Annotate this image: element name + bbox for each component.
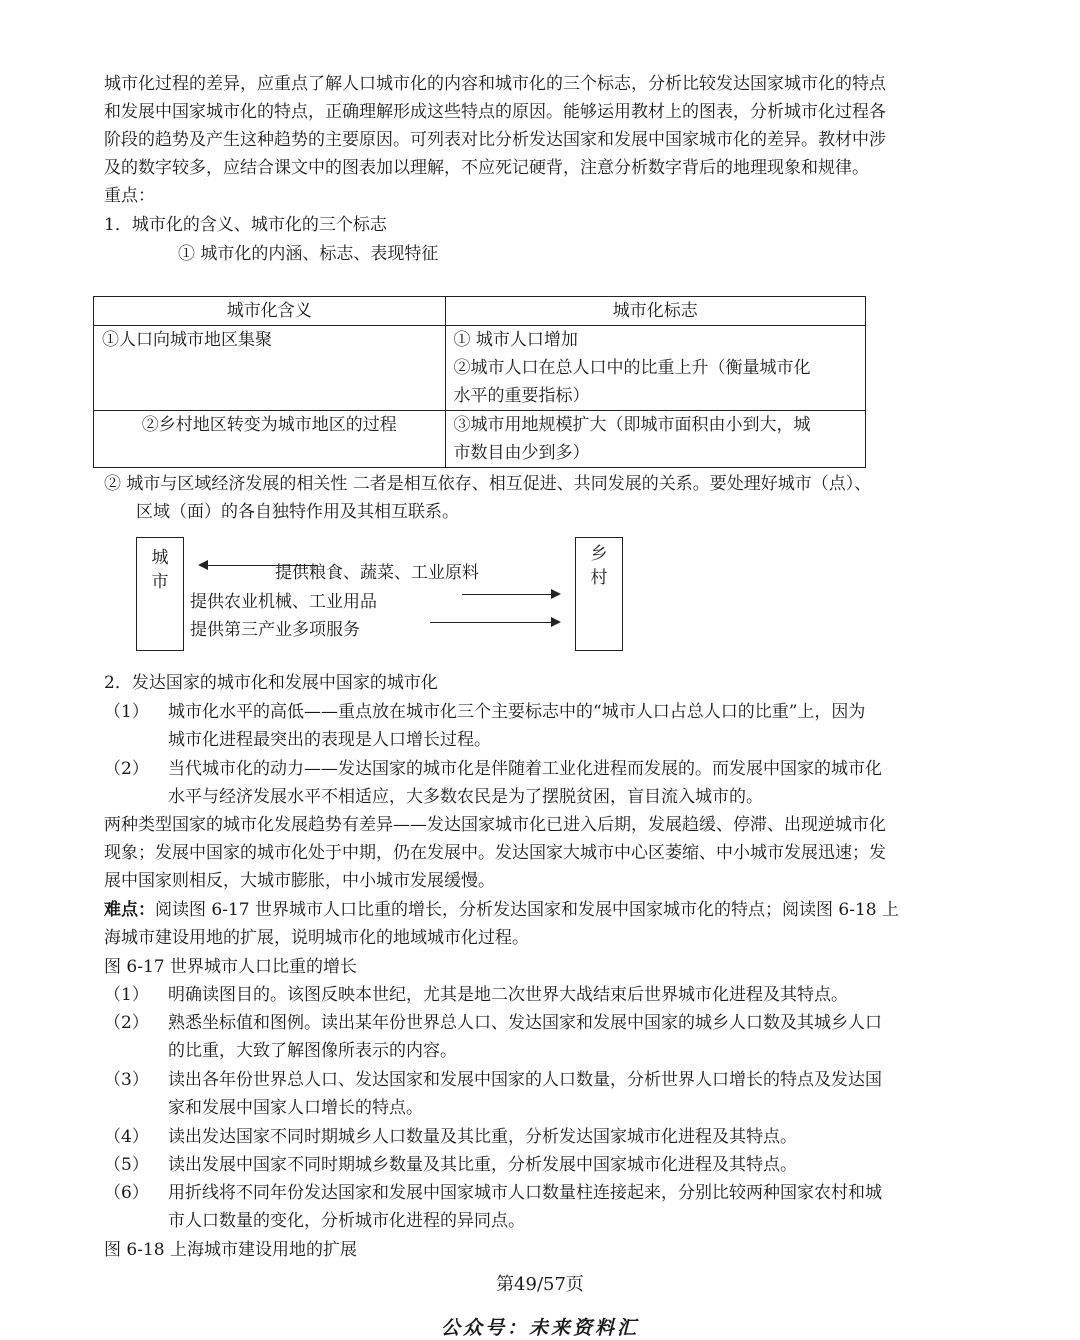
mark-line: ① 城市人口增加 bbox=[453, 330, 578, 350]
trend-line-2: 现象；发展中国家的城市化处于中期，仍在发展中。发达国家大城市中心区萎缩、中小城市发展迅速；发 bbox=[104, 843, 886, 863]
flow-city-to-village-2: 提供第三产业多项服务 bbox=[190, 620, 360, 640]
city-label: 城市 bbox=[151, 548, 169, 592]
fig617-item-line: 家和发展中国家人口增长的特点。 bbox=[168, 1098, 423, 1118]
fig617-item-line: 读出发达国家不同时期城乡人口数量及其比重，分析发达国家城市化进程及其特点。 bbox=[168, 1127, 797, 1147]
fig618-title: 图 6-18 上海城市建设用地的扩展 bbox=[104, 1240, 357, 1260]
village-box bbox=[575, 537, 623, 651]
trend-line-1: 两种类型国家的城市化发展趋势有差异——发达国家城市化已进入后期，发展趋缓、停滞、出现逆城市化 bbox=[104, 815, 886, 835]
city-box bbox=[136, 537, 184, 651]
arrow-to-village-head-1 bbox=[551, 589, 561, 599]
intro-line-4: 及的数字较多，应结合课文中的图表加以理解，不应死记硬背，注意分析数字背后的地理现象和规律。 bbox=[104, 158, 869, 178]
flow-village-to-city: 提供粮食、蔬菜、工业原料 bbox=[275, 563, 479, 583]
fig617-item-num: （5） bbox=[104, 1155, 149, 1175]
table-header-meaning: 城市化含义 bbox=[94, 297, 446, 326]
flow-city-to-village-1: 提供农业机械、工业用品 bbox=[190, 592, 377, 612]
section2-title: 2．发达国家的城市化和发展中国家的城市化 bbox=[104, 673, 438, 693]
fig617-item-line: 用折线将不同年份发达国家和发展中国家城市人口数量柱连接起来，分别比较两种国家农村和城 bbox=[168, 1183, 882, 1203]
section2-item-line: 城市化进程最突出的表现是人口增长过程。 bbox=[168, 730, 491, 750]
mark-line: 水平的重要指标） bbox=[453, 386, 590, 406]
table-cell-marks bbox=[445, 411, 865, 468]
village-label: 乡村 bbox=[590, 544, 608, 588]
table-cell-marks bbox=[445, 326, 865, 411]
fig617-item-num: （4） bbox=[104, 1127, 149, 1147]
relation-line-1: ② 城市与区域经济发展的相关性 二者是相互依存、相互促进、共同发展的关系。要处理好城市（点）、 bbox=[104, 474, 872, 494]
relation-line-2: 区域（面）的各自独特作用及其相互联系。 bbox=[136, 502, 459, 522]
arrow-to-village-line-2 bbox=[430, 622, 552, 623]
table-header-marks: 城市化标志 bbox=[445, 297, 865, 326]
fig617-item-line: 读出各年份世界总人口、发达国家和发展中国家的人口数量，分析世界人口增长的特点及发达国 bbox=[168, 1070, 882, 1090]
section2-item-line: 城市化水平的高低——重点放在城市化三个主要标志中的“城市人口占总人口的比重”上，因为 bbox=[168, 702, 866, 722]
fig617-item-line: 明确读图目的。该图反映本世纪，尤其是地二次世界大战结束后世界城市化进程及其特点。 bbox=[168, 985, 848, 1005]
fig617-item-num: （1） bbox=[104, 985, 149, 1005]
mark-line: ③城市用地规模扩大（即城市面积由小到大，城 bbox=[453, 415, 811, 435]
fig617-title: 图 6-17 世界城市人口比重的增长 bbox=[104, 957, 357, 977]
page-number: 第49/57页 bbox=[496, 1274, 584, 1295]
key-heading: 重点： bbox=[104, 186, 155, 206]
meaning-text: ①人口向城市地区集聚 bbox=[102, 330, 272, 350]
intro-line-2: 和发展中国家城市化的特点，正确理解形成这些特点的原因。能够运用教材上的图表，分析城市化过程各 bbox=[104, 102, 886, 122]
arrow-to-village-line-1 bbox=[462, 594, 552, 595]
fig617-item-line: 的比重，大致了解图像所表示的内容。 bbox=[168, 1041, 457, 1061]
section2-item-line: 水平与经济发展水平不相适应，大多数农民是为了摆脱贫困，盲目流入城市的。 bbox=[168, 787, 763, 807]
difficulty-text: 阅读图 6-17 世界城市人口比重的增长，分析发达国家和发展中国家城市化的特点；阅读图 6-18 上 bbox=[155, 900, 899, 920]
mark-line: 市数目由少到多） bbox=[453, 443, 590, 463]
table-header-row bbox=[94, 297, 866, 326]
watermark: 公众号：未来资料汇 bbox=[440, 1317, 639, 1339]
meaning-text: ②乡村地区转变为城市地区的过程 bbox=[141, 415, 397, 435]
fig617-item-line: 读出发展中国家不同时期城乡数量及其比重，分析发展中国家城市化进程及其特点。 bbox=[168, 1155, 797, 1175]
fig617-item-num: （3） bbox=[104, 1070, 149, 1090]
section2-item-line: 当代城市化的动力——发达国家的城市化是伴随着工业化进程而发展的。而发展中国家的城市化 bbox=[168, 759, 882, 779]
difficulty-label: 难点： bbox=[104, 900, 155, 920]
intro-line-1: 城市化过程的差异，应重点了解人口城市化的内容和城市化的三个标志，分析比较发达国家城市化的特点 bbox=[104, 74, 886, 94]
fig617-item-line: 熟悉坐标值和图例。读出某年份世界总人口、发达国家和发展中国家的城乡人口数及其城乡人口 bbox=[168, 1013, 882, 1033]
mark-line: ②城市人口在总人口中的比重上升（衡量城市化 bbox=[453, 358, 811, 378]
section2-item-num: （2） bbox=[104, 759, 149, 779]
key-sub-1: ① 城市化的内涵、标志、表现特征 bbox=[178, 244, 439, 264]
section2-item-num: （1） bbox=[104, 702, 149, 722]
key-item-1: 1．城市化的含义、城市化的三个标志 bbox=[104, 215, 387, 235]
fig617-item-num: （6） bbox=[104, 1183, 149, 1203]
table-cell-meaning bbox=[94, 326, 446, 411]
fig617-item-num: （2） bbox=[104, 1013, 149, 1033]
table-row bbox=[94, 411, 866, 468]
intro-line-3: 阶段的趋势及产生这种趋势的主要原因。可列表对比分析发达国家和发展中国家城市化的差异。教材中涉 bbox=[104, 130, 886, 150]
table-row bbox=[94, 326, 866, 411]
difficulty-line-2: 海城市建设用地的扩展，说明城市化的地域城市化过程。 bbox=[104, 928, 529, 948]
table-cell-meaning bbox=[94, 411, 446, 468]
arrow-to-village-head-2 bbox=[551, 617, 561, 627]
urbanization-table bbox=[93, 296, 866, 468]
difficulty-line-1 bbox=[104, 896, 899, 924]
fig617-item-line: 市人口数量的变化，分析城市化进程的异同点。 bbox=[168, 1211, 525, 1231]
trend-line-3: 展中国家则相反，大城市膨胀，中小城市发展缓慢。 bbox=[104, 871, 495, 891]
